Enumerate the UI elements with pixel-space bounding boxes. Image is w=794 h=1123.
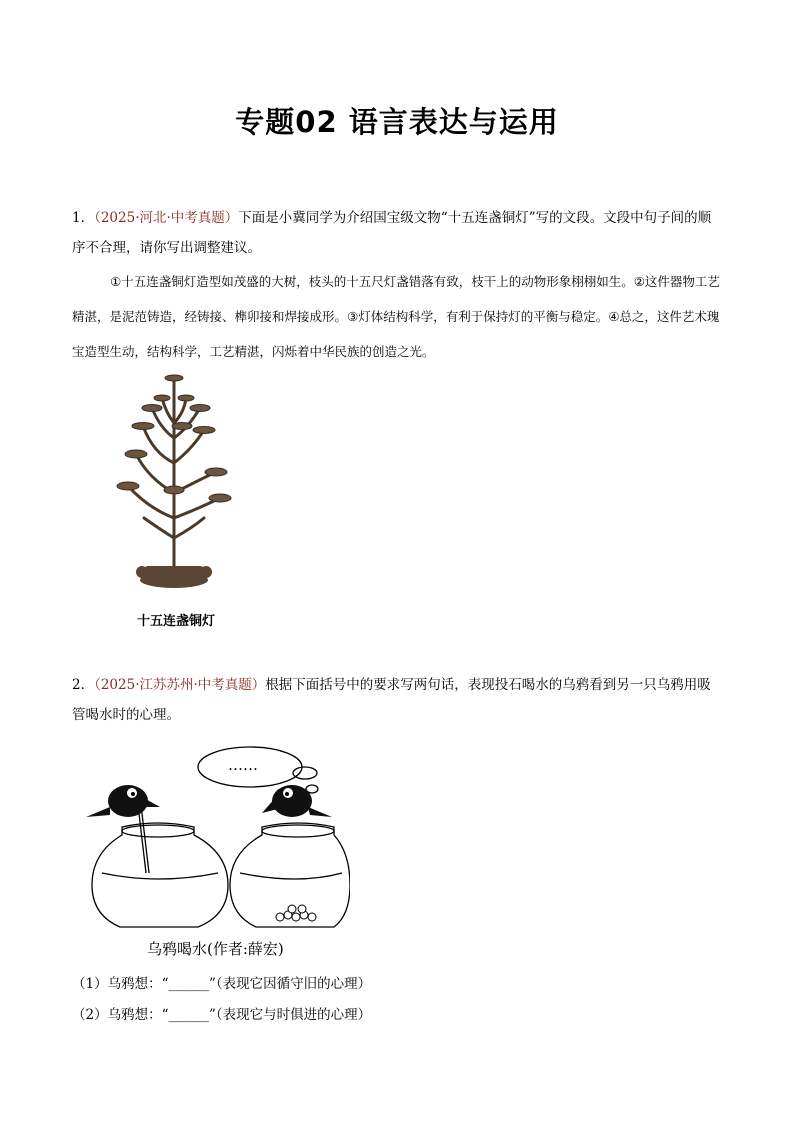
question-number: 2． — [72, 677, 95, 693]
crows-image-caption: 乌鸦喝水(作者:薛宏) — [147, 940, 284, 958]
passage-text: ①十五连盏铜灯造型如茂盛的大树，枝头的十五尺灯盏错落有致，枝干上的动物形象栩栩如生。②这件器物工艺精湛，是泥范铸造，经铸接、榫卯接和焊接成形。③灯体结构科学，有利于保持灯的平衡与稳定。④总之，这件艺术瑰宝造型生动，结构科学，工艺精湛，闪烁着中华民族的创造之光。 — [72, 274, 720, 359]
bronze-lamp-image — [108, 368, 240, 596]
lamp-image-caption: 十五连盏铜灯 — [137, 614, 216, 629]
question-1 — [72, 203, 724, 263]
question-number: 1． — [72, 210, 95, 226]
sub-question-2: （2）乌鸦想：“______”（表现它与时俱进的心理） — [72, 1007, 372, 1023]
question-text: 根据下面括号中的要求写两句话，表现投石喝水的乌鸦看到另一只乌鸦用吸管喝水时的心理。 — [72, 677, 711, 723]
question-text: 下面是小冀同学为介绍国宝级文物“十五连盏铜灯”写的文段。文段中句子间的顺序不合理，请你写出调整建议。 — [72, 210, 712, 256]
question-2 — [72, 670, 724, 730]
crows-drinking-image — [80, 745, 350, 935]
page-title: 专题02 语言表达与运用 — [235, 105, 559, 139]
question-source: （2025·江苏苏州·中考真题） — [94, 677, 266, 693]
sub-question-1: （1）乌鸦想：“______”（表现它因循守旧的心理） — [72, 976, 372, 992]
speech-bubble-text: …… — [228, 756, 258, 774]
question-source: （2025·河北·中考真题） — [94, 210, 239, 226]
